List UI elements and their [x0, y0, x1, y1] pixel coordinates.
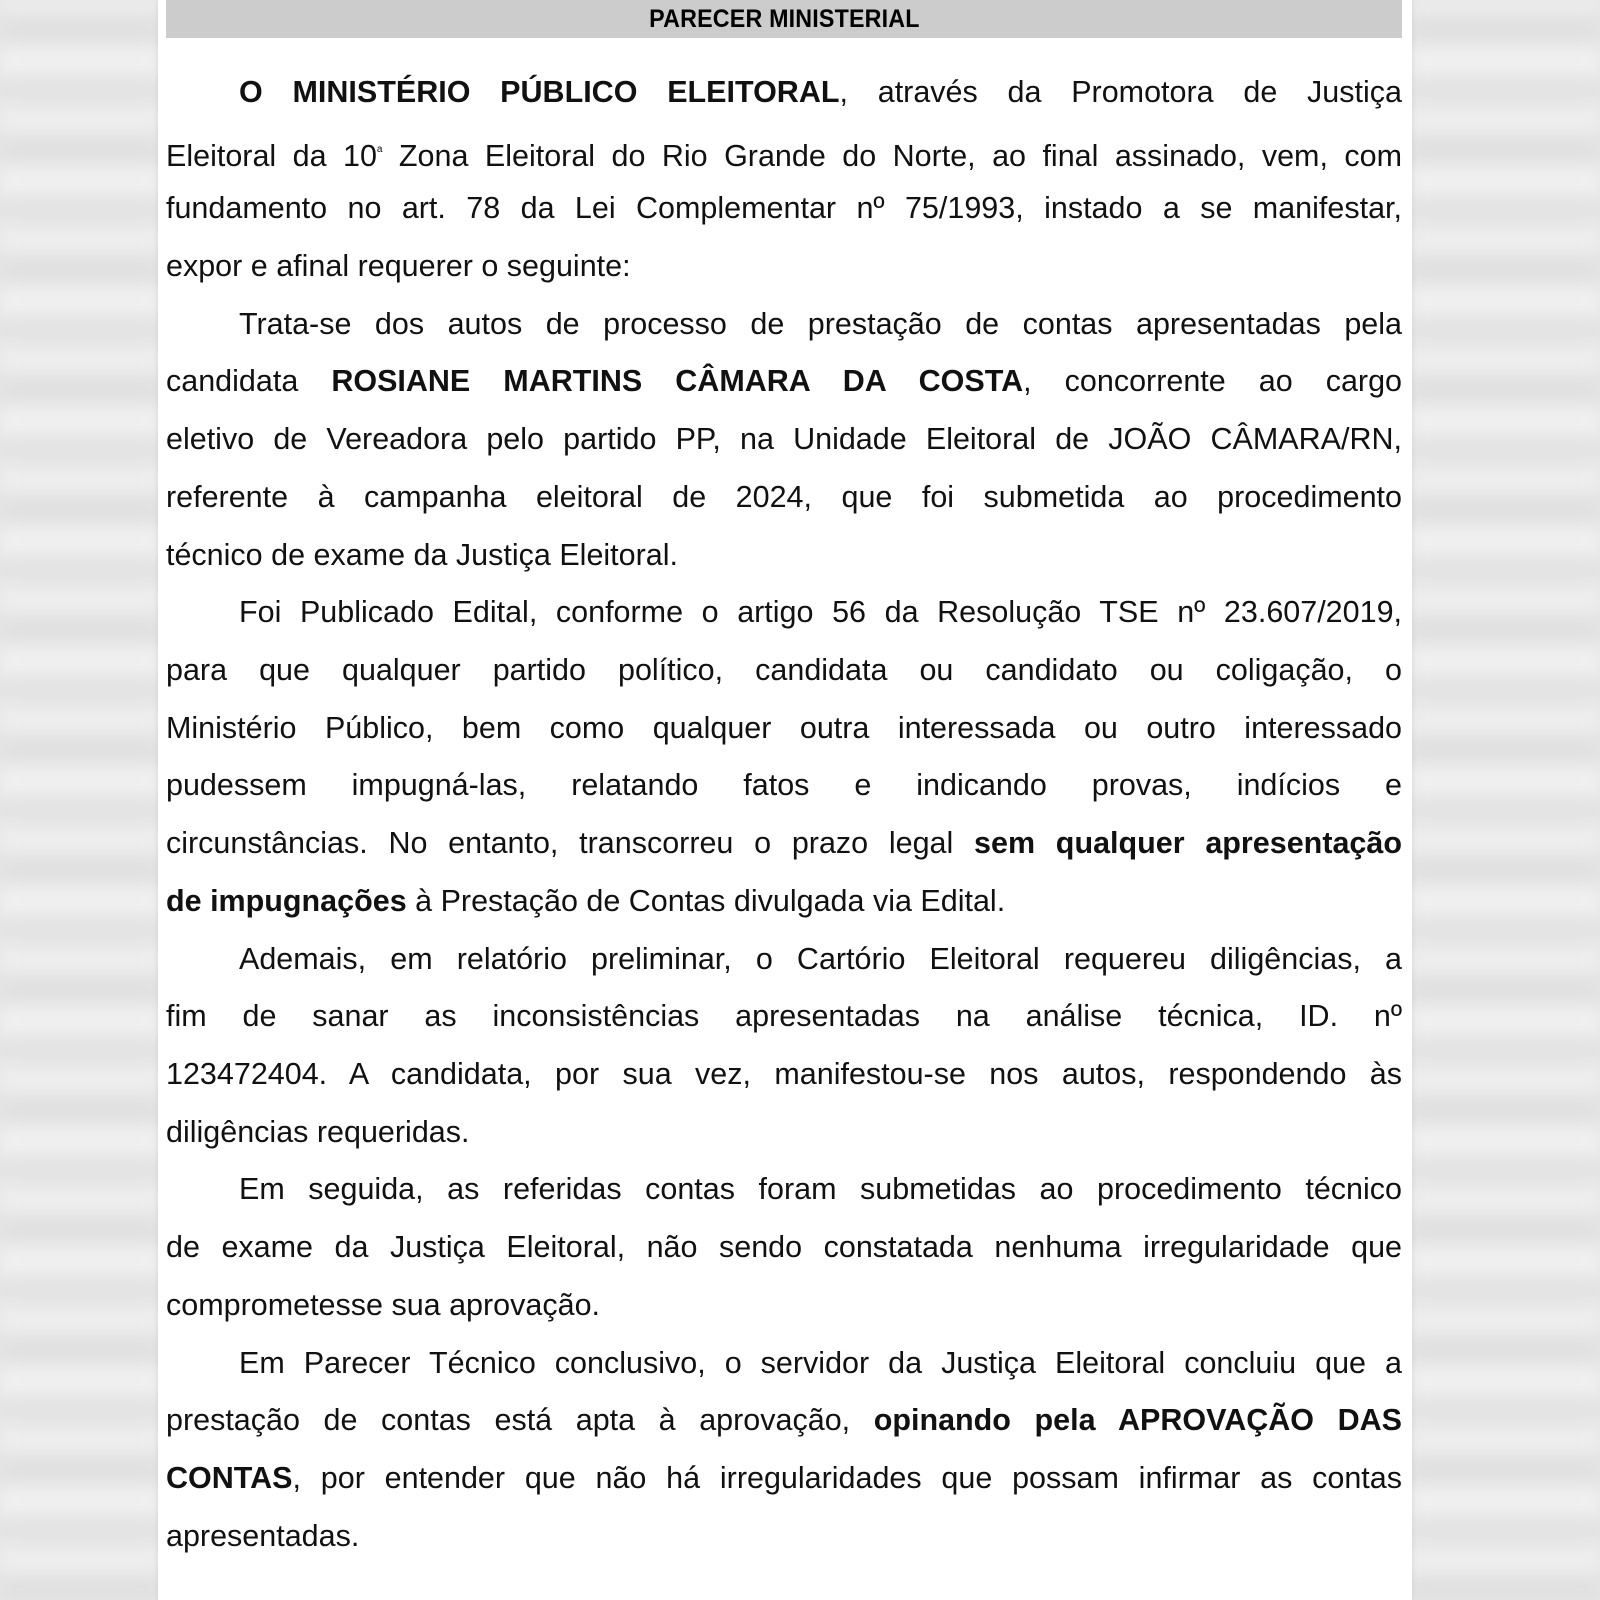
bold-text: opinando pela APROVAÇÃO DAS: [873, 1403, 1402, 1437]
paragraph-4-line-1: Ademais, em relatório preliminar, o Cartório Eleitoral requereu diligências, a: [239, 942, 1402, 976]
blurred-background-left: [0, 0, 160, 1600]
paragraph-5-line-3: comprometesse sua aprovação.: [166, 1288, 600, 1322]
paragraph-1-line-4: expor e afinal requerer o seguinte:: [166, 249, 631, 283]
paragraph-6-line-3: [166, 1458, 1402, 1498]
paragraph-6-line-4: apresentadas.: [166, 1519, 360, 1553]
text: à Prestação de Contas divulgada via Edital.: [406, 884, 1006, 918]
paragraph-3-line-3: Ministério Público, bem como qualquer outra interessada ou outro interessado: [166, 711, 1402, 745]
text: Zona Eleitoral do Rio Grande do Norte, ao final assinado, vem, com: [382, 139, 1402, 170]
paragraph-4-line-3: 123472404. A candidata, por sua vez, manifestou-se nos autos, respondendo às: [166, 1057, 1402, 1091]
paragraph-5-line-1: Em seguida, as referidas contas foram submetidas ao procedimento técnico: [239, 1172, 1402, 1206]
candidate-name: ROSIANE MARTINS CÂMARA DA COSTA: [331, 364, 1024, 398]
blurred-background-right: [1410, 0, 1600, 1600]
paragraph-6-line-2: [166, 1400, 1402, 1440]
bold-text: O MINISTÉRIO PÚBLICO ELEITORAL: [239, 75, 840, 109]
ordinal-indicator: a: [376, 144, 383, 155]
paragraph-1-line-1: [239, 72, 1402, 112]
text: , através da Promotora de Justiça: [839, 75, 1402, 109]
text: , concorrente ao cargo: [1023, 364, 1402, 398]
text: prestação de contas está apta à aprovação,: [166, 1403, 874, 1437]
text: candidata: [166, 364, 332, 398]
paragraph-2-line-2: [166, 361, 1402, 401]
paragraph-2-line-5: técnico de exame da Justiça Eleitoral.: [166, 538, 678, 572]
document-title: PARECER MINISTERIAL: [648, 4, 920, 33]
paragraph-3-line-4: pudessem impugná-las, relatando fatos e indicando provas, indícios e: [166, 768, 1402, 802]
paragraph-3-line-2: para que qualquer partido político, candidata ou candidato ou coligação, o: [166, 653, 1402, 687]
text: , por entender que não há irregularidades que possam infirmar as contas: [292, 1461, 1402, 1495]
bold-text: de impugnações: [166, 884, 407, 918]
header-bar: [166, 0, 1402, 38]
paragraph-2-line-4: referente à campanha eleitoral de 2024, que foi submetida ao procedimento: [166, 480, 1402, 514]
paragraph-4-line-2: fim de sanar as inconsistências apresentadas na análise técnica, ID. nº: [166, 999, 1402, 1033]
paragraph-4-line-4: diligências requeridas.: [166, 1115, 470, 1149]
text: circunstâncias. No entanto, transcorreu o prazo legal: [166, 826, 975, 860]
paragraph-1-line-3: fundamento no art. 78 da Lei Complementar nº 75/1993, instado a se manifestar,: [166, 191, 1402, 225]
paragraph-1-line-2: [166, 130, 1402, 170]
paragraph-3-line-5: [166, 823, 1402, 863]
paragraph-6-line-1: Em Parecer Técnico conclusivo, o servidor da Justiça Eleitoral concluiu que a: [239, 1346, 1402, 1380]
paragraph-2-line-3: eletivo de Vereadora pelo partido PP, na Unidade Eleitoral de JOÃO CÂMARA/RN,: [166, 422, 1402, 456]
bold-text: CONTAS: [166, 1461, 293, 1495]
paragraph-3-line-6: [166, 881, 1402, 921]
paragraph-5-line-2: de exame da Justiça Eleitoral, não sendo constatada nenhuma irregularidade que: [166, 1230, 1402, 1264]
bold-text: sem qualquer apresentação: [974, 826, 1402, 860]
text: Eleitoral da 10: [166, 139, 377, 170]
paragraph-2-line-1: Trata-se dos autos de processo de prestação de contas apresentadas pela: [239, 307, 1402, 341]
paragraph-3-line-1: Foi Publicado Edital, conforme o artigo 56 da Resolução TSE nº 23.607/2019,: [239, 595, 1402, 629]
document-page: [158, 0, 1412, 1600]
